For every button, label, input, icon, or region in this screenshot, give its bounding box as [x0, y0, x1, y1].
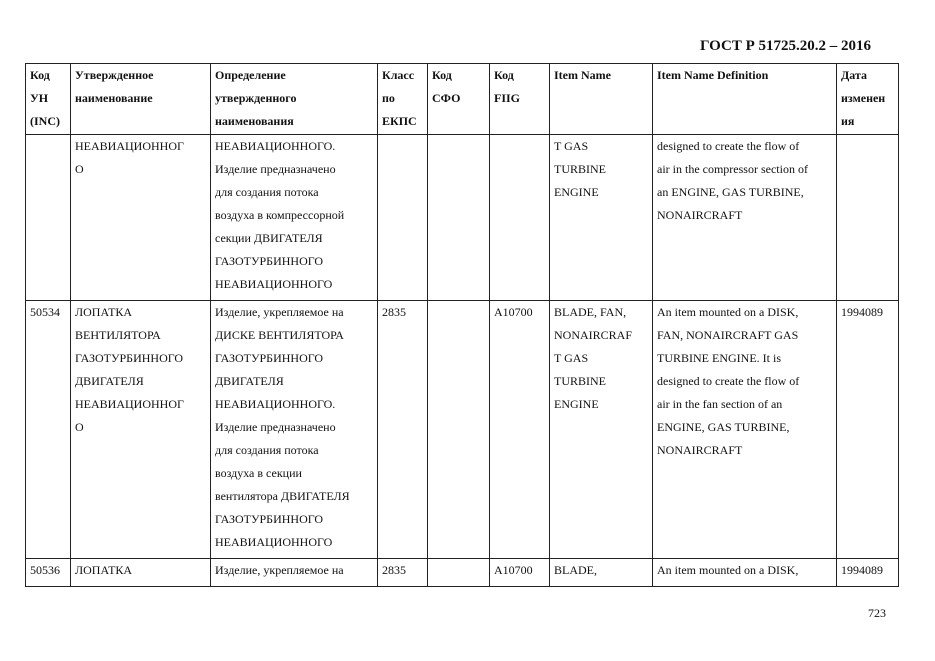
cell-sfo [428, 301, 490, 559]
column-header-class: Класс по ЕКПС [378, 64, 428, 135]
cell-sfo [428, 559, 490, 587]
cell-fiig [490, 135, 550, 301]
cell-approved-name: ЛОПАТКА ВЕНТИЛЯТОРА ГАЗОТУРБИННОГО ДВИГАТЕЛЯ НЕАВИАЦИОННОГ О [71, 301, 211, 559]
table-row [26, 559, 899, 587]
column-header-inc: Код УН (INC) [26, 64, 71, 135]
cell-class: 2835 [378, 559, 428, 587]
cell-approved-name: НЕАВИАЦИОННОГ О [71, 135, 211, 301]
cell-change-date: 1994089 [837, 559, 899, 587]
column-header-item-definition: Item Name Definition [653, 64, 837, 135]
cell-change-date: 1994089 [837, 301, 899, 559]
cell-inc: 50534 [26, 301, 71, 559]
cell-fiig: A10700 [490, 559, 550, 587]
cell-item-name: BLADE, [550, 559, 653, 587]
cell-definition: НЕАВИАЦИОННОГО. Изделие предназначено для создания потока воздуха в компрессорной секции ДВИГАТЕЛЯ ГАЗОТУРБИННОГО НЕАВИАЦИОННОГО [211, 135, 378, 301]
cell-inc [26, 135, 71, 301]
cell-approved-name: ЛОПАТКА [71, 559, 211, 587]
cell-inc: 50536 [26, 559, 71, 587]
column-header-change-date: Дата изменен ия [837, 64, 899, 135]
cell-item-definition: An item mounted on a DISK, [653, 559, 837, 587]
column-header-fiig: Код FIIG [490, 64, 550, 135]
cell-item-definition: An item mounted on a DISK, FAN, NONAIRCRAFT GAS TURBINE ENGINE. It is designed to create the flow of air in the fan section of an ENGINE, GAS TURBINE, NONAIRCRAFT [653, 301, 837, 559]
document-title: ГОСТ Р 51725.20.2 – 2016 [700, 38, 872, 54]
column-header-approved-name: Утвержденное наименование [71, 64, 211, 135]
classification-table [25, 63, 899, 587]
table-header-row [26, 64, 899, 135]
cell-item-name: BLADE, FAN, NONAIRCRAF T GAS TURBINE ENGINE [550, 301, 653, 559]
cell-class [378, 135, 428, 301]
column-header-sfo: Код СФО [428, 64, 490, 135]
cell-fiig: A10700 [490, 301, 550, 559]
cell-item-definition: designed to create the flow of air in the compressor section of an ENGINE, GAS TURBINE, NONAIRCRAFT [653, 135, 837, 301]
cell-sfo [428, 135, 490, 301]
table-row [26, 135, 899, 301]
cell-class: 2835 [378, 301, 428, 559]
table-row [26, 301, 899, 559]
cell-item-name: T GAS TURBINE ENGINE [550, 135, 653, 301]
cell-change-date [837, 135, 899, 301]
column-header-item-name: Item Name [550, 64, 653, 135]
cell-definition: Изделие, укрепляемое на [211, 559, 378, 587]
page-number: 723 [868, 606, 886, 620]
cell-definition: Изделие, укрепляемое на ДИСКЕ ВЕНТИЛЯТОРА ГАЗОТУРБИННОГО ДВИГАТЕЛЯ НЕАВИАЦИОННОГО. Изделие предназначено для создания потока воздуха в секции вентилятора ДВИГАТЕЛЯ ГАЗОТУРБИННОГО НЕАВИАЦИОННОГО [211, 301, 378, 559]
column-header-definition: Определение утвержденного наименования [211, 64, 378, 135]
